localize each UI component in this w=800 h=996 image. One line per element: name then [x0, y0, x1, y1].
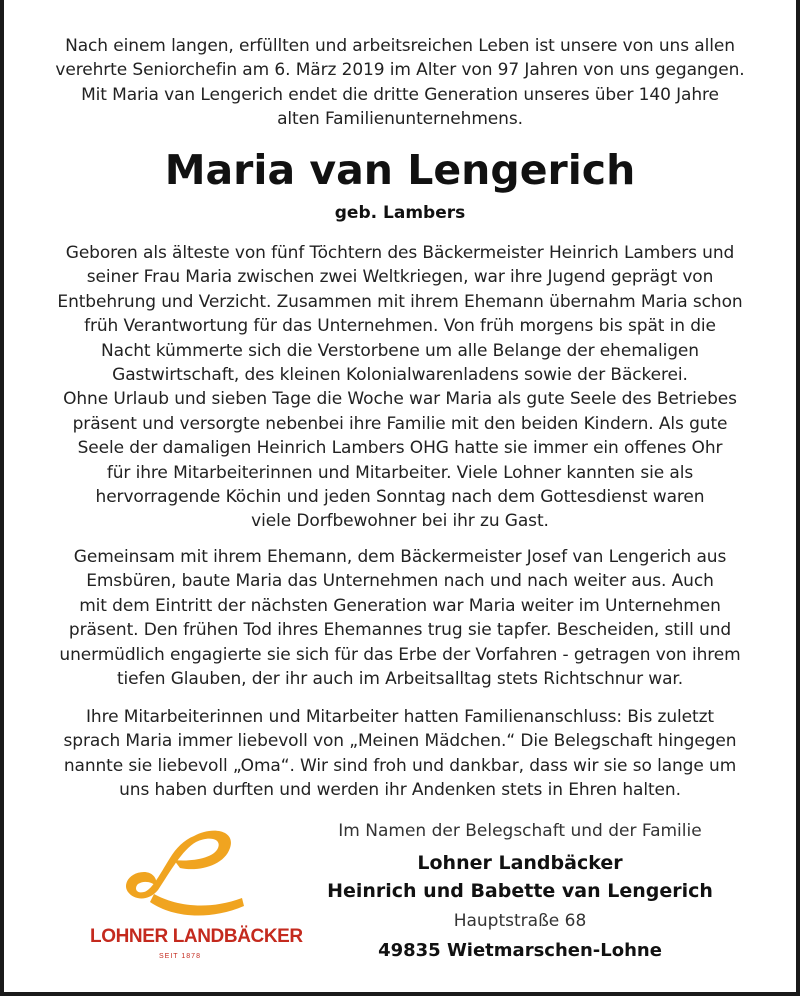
logo-since: SEIT 1878	[159, 953, 201, 960]
bio-line: mit dem Eintritt der nächsten Generation war Maria weiter im Unternehmen	[79, 595, 721, 616]
deceased-name: Maria van Lengerich	[164, 146, 636, 194]
biography-paragraph-2	[30, 545, 770, 691]
intro-line: alten Familienunternehmens.	[277, 109, 523, 130]
biography-paragraph-3	[30, 705, 770, 803]
bio-line: früh Verantwortung für das Unternehmen. Von früh morgens bis spät in die	[84, 316, 716, 337]
bio-line: präsent. Den frühen Tod ihres Ehemannes trug sie tapfer. Bescheiden, still und	[68, 620, 732, 641]
intro-line: Mit Maria van Lengerich endet die dritte Generation unseres über 140 Jahre	[81, 84, 719, 105]
bio-line: präsent und versorgte nebenbei ihre Familie mit den beiden Kindern. Als gute	[72, 413, 728, 434]
bio-line: Geboren als älteste von fünf Töchtern des Bäckermeister Heinrich Lambers und	[65, 243, 735, 263]
bio-line: hervorragende Köchin und jeden Sonntag nach dem Gottesdienst waren	[95, 487, 705, 508]
signature-owners: Heinrich und Babette van Lengerich	[327, 880, 713, 902]
logo-swoosh-icon	[126, 831, 231, 899]
bio-line: nannte sie liebevoll „Oma“. Wir sind froh und dankbar, dass wir sie so lange um	[63, 755, 737, 776]
signature-city: 49835 Wietmarschen-Lohne	[378, 940, 662, 961]
bio-line: für ihre Mitarbeiterinnen und Mitarbeiter. Viele Lohner kannten sie als	[106, 462, 694, 483]
bio-line: sprach Maria immer liebevoll von „Meinen Mädchen.“ Die Belegschaft hingegen	[63, 731, 737, 752]
bio-line: Entbehrung und Verzicht. Zusammen mit ihrem Ehemann übernahm Maria schon	[57, 291, 743, 312]
signature-company: Lohner Landbäcker	[417, 852, 623, 874]
bio-line: Seele der damaligen Heinrich Lambers OHG hatte sie immer ein offenes Ohr	[77, 438, 723, 459]
bio-line: tiefen Glauben, der ihr auch im Arbeitsalltag stets Richtschnur war.	[116, 669, 684, 690]
bio-line: seiner Frau Maria zwischen zwei Weltkriegen, war ihre Jugend geprägt von	[86, 267, 714, 288]
bio-line: Gemeinsam mit ihrem Ehemann, dem Bäckermeister Josef van Lengerich aus	[73, 547, 727, 567]
intro-line: verehrte Seniorchefin am 6. März 2019 im Alter von 97 Jahren von uns gegangen.	[55, 60, 745, 81]
intro-line: Nach einem langen, erfüllten und arbeitsreichen Leben ist unsere von uns allen	[65, 36, 735, 56]
biography-paragraph-1	[30, 241, 770, 534]
company-logo	[90, 828, 303, 968]
maiden-name: geb. Lambers	[334, 203, 466, 223]
bio-line: viele Dorfbewohner bei ihr zu Gast.	[251, 511, 549, 532]
bio-line: Ohne Urlaub und sieben Tage die Woche war Maria als gute Seele des Betriebes	[63, 389, 737, 410]
logo-wordmark: LOHNER LANDBÄCKER	[90, 926, 303, 947]
signature-street: Hauptstraße 68	[453, 911, 587, 931]
bio-line: Nacht kümmerte sich die Verstorbene um alle Belange der ehemaligen	[101, 340, 699, 361]
logo-l-mark-icon	[112, 828, 248, 922]
logo-underline-icon	[150, 894, 244, 916]
bio-line: unermüdlich engagierte sie sich für das Erbe der Vorfahren - getragen von ihrem	[59, 644, 741, 665]
bio-line: Gastwirtschaft, des kleinen Kolonialwarenladens sowie der Bäckerei.	[112, 365, 688, 386]
bio-line: uns haben durften und werden ihr Andenken stets in Ehren halten.	[119, 780, 681, 801]
bio-line: Emsbüren, baute Maria das Unternehmen nach und nach weiter aus. Auch	[86, 571, 714, 592]
signature-intro: Im Namen der Belegschaft und der Familie	[338, 821, 702, 841]
bio-line: Ihre Mitarbeiterinnen und Mitarbeiter hatten Familienanschluss: Bis zuletzt	[86, 707, 714, 727]
intro-paragraph	[30, 34, 770, 132]
